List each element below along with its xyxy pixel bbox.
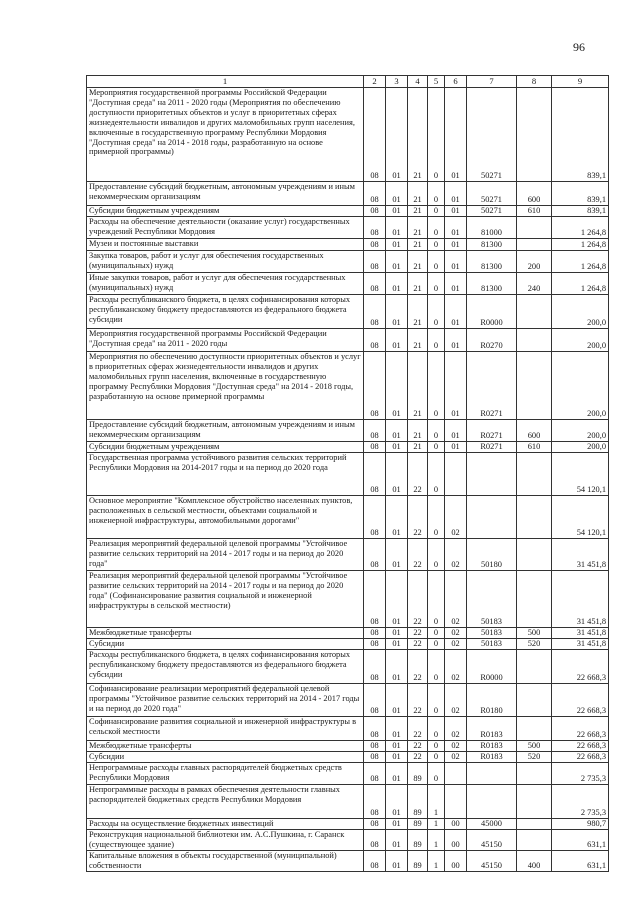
code-cell-c6 xyxy=(445,453,467,496)
code-cell-c8 xyxy=(517,785,552,819)
code-cell-c6: 01 xyxy=(445,420,467,442)
expense-name: Межбюджетные трансферты xyxy=(87,741,364,752)
expense-name: Субсидии бюджетным учреждениям xyxy=(87,442,364,453)
code-cell-c2: 08 xyxy=(364,442,386,453)
table-row xyxy=(87,182,609,206)
header-cell: 1 xyxy=(87,76,364,88)
code-cell-c8 xyxy=(517,829,552,850)
table-row xyxy=(87,628,609,639)
code-cell-c7 xyxy=(467,496,517,539)
expense-name: Расходы на обеспечение деятельности (оказание услуг) государственных учреждений Республики Мордовия xyxy=(87,217,364,239)
expense-name: Софинансирование развития социальной и инженерной инфраструктуры в сельской местности xyxy=(87,717,364,741)
code-cell-c7: 50180 xyxy=(467,539,517,571)
expense-name: Межбюджетные трансферты xyxy=(87,628,364,639)
header-cell: 4 xyxy=(408,76,428,88)
code-cell-c5: 0 xyxy=(428,251,445,273)
code-cell-c6: 01 xyxy=(445,273,467,295)
code-cell-c8: 400 xyxy=(517,850,552,871)
code-cell-c5: 0 xyxy=(428,539,445,571)
code-cell-c3: 01 xyxy=(386,453,408,496)
code-cell-c3: 01 xyxy=(386,829,408,850)
code-cell-c4: 89 xyxy=(408,829,428,850)
code-cell-c2: 08 xyxy=(364,88,386,182)
code-cell-c8 xyxy=(517,352,552,420)
code-cell-c6: 00 xyxy=(445,819,467,830)
code-cell-c8 xyxy=(517,650,552,684)
header-cell: 6 xyxy=(445,76,467,88)
code-cell-c2: 08 xyxy=(364,329,386,352)
amount-cell: 22 668,3 xyxy=(552,741,609,752)
code-cell-c8: 520 xyxy=(517,639,552,650)
table-row xyxy=(87,442,609,453)
code-cell-c7: 50271 xyxy=(467,88,517,182)
code-cell-c7: 50183 xyxy=(467,639,517,650)
code-cell-c2: 08 xyxy=(364,763,386,785)
code-cell-c3: 01 xyxy=(386,819,408,830)
table-row xyxy=(87,329,609,352)
code-cell-c8: 600 xyxy=(517,182,552,206)
code-cell-c6: 01 xyxy=(445,239,467,251)
code-cell-c3: 01 xyxy=(386,752,408,763)
amount-cell: 31 451,8 xyxy=(552,628,609,639)
header-cell: 9 xyxy=(552,76,609,88)
table-row xyxy=(87,684,609,717)
code-cell-c6: 01 xyxy=(445,442,467,453)
code-cell-c8 xyxy=(517,217,552,239)
code-cell-c7: R0180 xyxy=(467,684,517,717)
code-cell-c4: 21 xyxy=(408,206,428,217)
code-cell-c7: R0271 xyxy=(467,352,517,420)
code-cell-c2: 08 xyxy=(364,420,386,442)
code-cell-c3: 01 xyxy=(386,329,408,352)
amount-cell: 839,1 xyxy=(552,88,609,182)
code-cell-c4: 22 xyxy=(408,684,428,717)
table-row xyxy=(87,88,609,182)
code-cell-c7 xyxy=(467,453,517,496)
expense-name: Непрограммные расходы в рамках обеспечения деятельности главных распорядителей бюджетных средств Республики Мордовия xyxy=(87,785,364,819)
code-cell-c5: 0 xyxy=(428,453,445,496)
code-cell-c8: 610 xyxy=(517,442,552,453)
code-cell-c2: 08 xyxy=(364,182,386,206)
amount-cell: 200,0 xyxy=(552,329,609,352)
code-cell-c8 xyxy=(517,329,552,352)
table-row xyxy=(87,785,609,819)
code-cell-c2: 08 xyxy=(364,639,386,650)
code-cell-c6: 01 xyxy=(445,88,467,182)
expense-name: Капитальные вложения в объекты государственной (муниципальной) собственности xyxy=(87,850,364,871)
code-cell-c7: R0271 xyxy=(467,442,517,453)
code-cell-c3: 01 xyxy=(386,273,408,295)
code-cell-c6 xyxy=(445,785,467,819)
code-cell-c5: 1 xyxy=(428,829,445,850)
code-cell-c2: 08 xyxy=(364,239,386,251)
code-cell-c8: 520 xyxy=(517,752,552,763)
code-cell-c8 xyxy=(517,453,552,496)
code-cell-c8: 240 xyxy=(517,273,552,295)
amount-cell: 631,1 xyxy=(552,850,609,871)
expense-name: Иные закупки товаров, работ и услуг для обеспечения государственных (муниципальных) нужд xyxy=(87,273,364,295)
code-cell-c8: 500 xyxy=(517,628,552,639)
code-cell-c6: 02 xyxy=(445,717,467,741)
expense-name: Софинансирование реализации мероприятий федеральной целевой программы "Устойчивое развитие сельских территорий на 2014 - 2017 годы и на период до 2020 года" xyxy=(87,684,364,717)
code-cell-c6: 02 xyxy=(445,684,467,717)
code-cell-c8: 200 xyxy=(517,251,552,273)
code-cell-c4: 21 xyxy=(408,295,428,329)
expense-name: Расходы республиканского бюджета, в целях софинансирования которых республиканскому бюджету предоставляются из федерального бюджета субсидии xyxy=(87,650,364,684)
expense-name: Мероприятия по обеспечению доступности приоритетных объектов и услуг в приоритетных сферах жизнедеятельности инвалидов и других маломобильных групп населения, включенные в государственную программу Республики Мордовия "Доступная среда" на 2014 - 2018 годы, разработанную на основе примерной программы xyxy=(87,352,364,420)
code-cell-c2: 08 xyxy=(364,650,386,684)
table-row xyxy=(87,571,609,628)
amount-cell: 2 735,3 xyxy=(552,785,609,819)
code-cell-c4: 21 xyxy=(408,442,428,453)
code-cell-c3: 01 xyxy=(386,420,408,442)
code-cell-c6: 02 xyxy=(445,741,467,752)
table-row xyxy=(87,539,609,571)
code-cell-c4: 89 xyxy=(408,819,428,830)
code-cell-c3: 01 xyxy=(386,639,408,650)
code-cell-c4: 89 xyxy=(408,785,428,819)
code-cell-c3: 01 xyxy=(386,684,408,717)
code-cell-c3: 01 xyxy=(386,496,408,539)
code-cell-c8 xyxy=(517,239,552,251)
code-cell-c4: 22 xyxy=(408,453,428,496)
code-cell-c5: 0 xyxy=(428,295,445,329)
table-row xyxy=(87,650,609,684)
code-cell-c2: 08 xyxy=(364,251,386,273)
code-cell-c8: 600 xyxy=(517,420,552,442)
code-cell-c6: 01 xyxy=(445,251,467,273)
code-cell-c7: R0000 xyxy=(467,295,517,329)
amount-cell: 22 668,3 xyxy=(552,717,609,741)
code-cell-c6: 02 xyxy=(445,639,467,650)
code-cell-c8 xyxy=(517,684,552,717)
expense-name: Предоставление субсидий бюджетным, автономным учреждениям и иным некоммерческим организациям xyxy=(87,420,364,442)
code-cell-c7: R0183 xyxy=(467,741,517,752)
code-cell-c2: 08 xyxy=(364,453,386,496)
amount-cell: 980,7 xyxy=(552,819,609,830)
expense-name: Непрограммные расходы главных распорядителей бюджетных средств Республики Мордовия xyxy=(87,763,364,785)
code-cell-c3: 01 xyxy=(386,182,408,206)
code-cell-c2: 08 xyxy=(364,741,386,752)
code-cell-c4: 21 xyxy=(408,217,428,239)
amount-cell: 1 264,8 xyxy=(552,273,609,295)
page-number: 96 xyxy=(573,40,585,54)
code-cell-c3: 01 xyxy=(386,717,408,741)
code-cell-c7: 50183 xyxy=(467,628,517,639)
expense-name: Предоставление субсидий бюджетным, автономным учреждениям и иным некоммерческим организациям xyxy=(87,182,364,206)
code-cell-c5: 0 xyxy=(428,717,445,741)
amount-cell: 22 668,3 xyxy=(552,684,609,717)
code-cell-c6: 01 xyxy=(445,352,467,420)
code-cell-c6: 00 xyxy=(445,850,467,871)
code-cell-c4: 22 xyxy=(408,752,428,763)
code-cell-c5: 0 xyxy=(428,442,445,453)
code-cell-c2: 08 xyxy=(364,684,386,717)
code-cell-c4: 21 xyxy=(408,420,428,442)
amount-cell: 1 264,8 xyxy=(552,251,609,273)
code-cell-c2: 08 xyxy=(364,273,386,295)
code-cell-c2: 08 xyxy=(364,829,386,850)
expense-name: Реализация мероприятий федеральной целевой программы "Устойчивое развитие сельских территорий на 2014 - 2017 годы и на период до 2020 года" (Софинансирование развития социальной и инженерной инфраструктуры в сельской местности) xyxy=(87,571,364,628)
code-cell-c7: 50271 xyxy=(467,206,517,217)
expense-name: Музеи и постоянные выставки xyxy=(87,239,364,251)
code-cell-c3: 01 xyxy=(386,295,408,329)
amount-cell: 200,0 xyxy=(552,420,609,442)
code-cell-c8 xyxy=(517,88,552,182)
code-cell-c3: 01 xyxy=(386,785,408,819)
code-cell-c4: 22 xyxy=(408,741,428,752)
code-cell-c5: 0 xyxy=(428,88,445,182)
code-cell-c5: 0 xyxy=(428,352,445,420)
code-cell-c7: R0183 xyxy=(467,717,517,741)
code-cell-c4: 21 xyxy=(408,239,428,251)
code-cell-c2: 08 xyxy=(364,819,386,830)
table-row xyxy=(87,763,609,785)
code-cell-c2: 08 xyxy=(364,785,386,819)
code-cell-c3: 01 xyxy=(386,539,408,571)
code-cell-c8 xyxy=(517,571,552,628)
code-cell-c3: 01 xyxy=(386,741,408,752)
amount-cell: 54 120,1 xyxy=(552,453,609,496)
code-cell-c3: 01 xyxy=(386,206,408,217)
code-cell-c2: 08 xyxy=(364,850,386,871)
code-cell-c5: 0 xyxy=(428,650,445,684)
code-cell-c4: 89 xyxy=(408,850,428,871)
budget-table xyxy=(86,75,609,872)
code-cell-c2: 08 xyxy=(364,217,386,239)
table-row xyxy=(87,206,609,217)
code-cell-c2: 08 xyxy=(364,752,386,763)
table-row xyxy=(87,741,609,752)
code-cell-c4: 21 xyxy=(408,88,428,182)
code-cell-c7: 45000 xyxy=(467,819,517,830)
code-cell-c4: 22 xyxy=(408,571,428,628)
code-cell-c3: 01 xyxy=(386,88,408,182)
expense-name: Субсидии бюджетным учреждениям xyxy=(87,206,364,217)
table-row xyxy=(87,453,609,496)
code-cell-c6: 02 xyxy=(445,650,467,684)
code-cell-c6: 01 xyxy=(445,329,467,352)
table-row xyxy=(87,829,609,850)
code-cell-c5: 0 xyxy=(428,684,445,717)
code-cell-c3: 01 xyxy=(386,628,408,639)
code-cell-c4: 22 xyxy=(408,650,428,684)
code-cell-c4: 22 xyxy=(408,496,428,539)
code-cell-c6: 01 xyxy=(445,217,467,239)
code-cell-c4: 22 xyxy=(408,539,428,571)
code-cell-c8 xyxy=(517,717,552,741)
code-cell-c7 xyxy=(467,785,517,819)
code-cell-c3: 01 xyxy=(386,442,408,453)
header-cell: 5 xyxy=(428,76,445,88)
code-cell-c8: 500 xyxy=(517,741,552,752)
table-row xyxy=(87,639,609,650)
code-cell-c4: 22 xyxy=(408,717,428,741)
code-cell-c5: 0 xyxy=(428,628,445,639)
code-cell-c7: 50183 xyxy=(467,571,517,628)
code-cell-c5: 0 xyxy=(428,182,445,206)
code-cell-c5: 0 xyxy=(428,206,445,217)
expense-name: Расходы республиканского бюджета, в целях софинансирования которых республиканскому бюджету предоставляются из федерального бюджета субсидии xyxy=(87,295,364,329)
code-cell-c3: 01 xyxy=(386,650,408,684)
expense-name: Расходы на осуществление бюджетных инвестиций xyxy=(87,819,364,830)
code-cell-c3: 01 xyxy=(386,251,408,273)
code-cell-c3: 01 xyxy=(386,850,408,871)
table-row xyxy=(87,420,609,442)
code-cell-c6: 02 xyxy=(445,752,467,763)
code-cell-c7: 45150 xyxy=(467,829,517,850)
expense-name: Мероприятия государственной программы Российской Федерации "Доступная среда" на 2011 - 2020 годы xyxy=(87,329,364,352)
header-cell: 2 xyxy=(364,76,386,88)
code-cell-c5: 0 xyxy=(428,752,445,763)
expense-name: Государственная программа устойчивого развития сельских территорий Республики Мордовия на 2014-2017 годы и на период до 2020 года xyxy=(87,453,364,496)
code-cell-c5: 1 xyxy=(428,785,445,819)
table-row xyxy=(87,496,609,539)
code-cell-c4: 22 xyxy=(408,628,428,639)
code-cell-c7 xyxy=(467,763,517,785)
code-cell-c6: 02 xyxy=(445,571,467,628)
expense-name: Субсидии xyxy=(87,639,364,650)
amount-cell: 2 735,3 xyxy=(552,763,609,785)
amount-cell: 1 264,8 xyxy=(552,217,609,239)
expense-name: Основное мероприятие "Комплексное обустройство населенных пунктов, расположенных в сельской местности, объектами социальной и инженерной инфраструктуры, автомобильными дорогами" xyxy=(87,496,364,539)
code-cell-c4: 22 xyxy=(408,639,428,650)
code-cell-c5: 0 xyxy=(428,571,445,628)
expense-name: Реконструкция национальной библиотеки им. А.С.Пушкина, г. Саранск (существующее здание) xyxy=(87,829,364,850)
amount-cell: 200,0 xyxy=(552,352,609,420)
code-cell-c4: 21 xyxy=(408,352,428,420)
table-row xyxy=(87,717,609,741)
amount-cell: 22 668,3 xyxy=(552,752,609,763)
code-cell-c7: 81300 xyxy=(467,239,517,251)
code-cell-c6: 00 xyxy=(445,829,467,850)
table-row xyxy=(87,752,609,763)
amount-cell: 631,1 xyxy=(552,829,609,850)
code-cell-c5: 1 xyxy=(428,819,445,830)
header-cell: 3 xyxy=(386,76,408,88)
table-row xyxy=(87,273,609,295)
code-cell-c8 xyxy=(517,539,552,571)
code-cell-c2: 08 xyxy=(364,206,386,217)
code-cell-c5: 0 xyxy=(428,420,445,442)
code-cell-c3: 01 xyxy=(386,239,408,251)
code-cell-c7: 45150 xyxy=(467,850,517,871)
code-cell-c3: 01 xyxy=(386,571,408,628)
code-cell-c7: 81000 xyxy=(467,217,517,239)
table-row xyxy=(87,295,609,329)
code-cell-c2: 08 xyxy=(364,717,386,741)
amount-cell: 31 451,8 xyxy=(552,639,609,650)
code-cell-c6: 02 xyxy=(445,496,467,539)
amount-cell: 839,1 xyxy=(552,206,609,217)
code-cell-c5: 0 xyxy=(428,496,445,539)
code-cell-c3: 01 xyxy=(386,352,408,420)
code-cell-c6: 02 xyxy=(445,539,467,571)
expense-name: Мероприятия государственной программы Российской Федерации "Доступная среда" на 2011 - 2020 годы (Мероприятия по обеспечению доступности приоритетных объектов и услуг в приоритетных сферах жизнедеятельности инвалидов и других маломобильных групп населения, включенные в государственную программу Республики Мордовия "Доступная среда" на 2014 - 2018 годы, разработанную на основе примерной программы) xyxy=(87,88,364,182)
table-row xyxy=(87,217,609,239)
code-cell-c6: 01 xyxy=(445,206,467,217)
code-cell-c2: 08 xyxy=(364,352,386,420)
amount-cell: 31 451,8 xyxy=(552,539,609,571)
code-cell-c7: R0183 xyxy=(467,752,517,763)
table-row xyxy=(87,850,609,871)
code-cell-c2: 08 xyxy=(364,295,386,329)
code-cell-c8 xyxy=(517,819,552,830)
code-cell-c5: 0 xyxy=(428,217,445,239)
table-header-row xyxy=(87,76,609,88)
table-row xyxy=(87,819,609,830)
code-cell-c5: 0 xyxy=(428,239,445,251)
table-row xyxy=(87,352,609,420)
code-cell-c4: 21 xyxy=(408,273,428,295)
amount-cell: 54 120,1 xyxy=(552,496,609,539)
code-cell-c5: 0 xyxy=(428,741,445,752)
code-cell-c8 xyxy=(517,763,552,785)
code-cell-c3: 01 xyxy=(386,217,408,239)
code-cell-c7: 81300 xyxy=(467,251,517,273)
code-cell-c8 xyxy=(517,496,552,539)
code-cell-c8: 610 xyxy=(517,206,552,217)
code-cell-c6: 02 xyxy=(445,628,467,639)
table-row xyxy=(87,239,609,251)
table-row xyxy=(87,251,609,273)
code-cell-c6: 01 xyxy=(445,295,467,329)
code-cell-c6 xyxy=(445,763,467,785)
expense-name: Субсидии xyxy=(87,752,364,763)
amount-cell: 200,0 xyxy=(552,295,609,329)
code-cell-c4: 21 xyxy=(408,329,428,352)
header-cell: 8 xyxy=(517,76,552,88)
amount-cell: 200,0 xyxy=(552,442,609,453)
code-cell-c2: 08 xyxy=(364,628,386,639)
expense-name: Закупка товаров, работ и услуг для обеспечения государственных (муниципальных) нужд xyxy=(87,251,364,273)
code-cell-c3: 01 xyxy=(386,763,408,785)
code-cell-c2: 08 xyxy=(364,496,386,539)
amount-cell: 22 668,3 xyxy=(552,650,609,684)
amount-cell: 1 264,8 xyxy=(552,239,609,251)
code-cell-c7: 50271 xyxy=(467,182,517,206)
header-cell: 7 xyxy=(467,76,517,88)
code-cell-c7: R0000 xyxy=(467,650,517,684)
expense-name: Реализация мероприятий федеральной целевой программы "Устойчивое развитие сельских территорий на 2014 - 2017 годы и на период до 2020 года" xyxy=(87,539,364,571)
code-cell-c7: 81300 xyxy=(467,273,517,295)
code-cell-c5: 1 xyxy=(428,850,445,871)
code-cell-c7: R0271 xyxy=(467,420,517,442)
code-cell-c5: 0 xyxy=(428,639,445,650)
code-cell-c4: 21 xyxy=(408,182,428,206)
code-cell-c5: 0 xyxy=(428,329,445,352)
code-cell-c5: 0 xyxy=(428,273,445,295)
code-cell-c7: R0270 xyxy=(467,329,517,352)
code-cell-c8 xyxy=(517,295,552,329)
code-cell-c4: 89 xyxy=(408,763,428,785)
code-cell-c5: 0 xyxy=(428,763,445,785)
code-cell-c6: 01 xyxy=(445,182,467,206)
code-cell-c2: 08 xyxy=(364,571,386,628)
code-cell-c4: 21 xyxy=(408,251,428,273)
amount-cell: 839,1 xyxy=(552,182,609,206)
amount-cell: 31 451,8 xyxy=(552,571,609,628)
code-cell-c2: 08 xyxy=(364,539,386,571)
